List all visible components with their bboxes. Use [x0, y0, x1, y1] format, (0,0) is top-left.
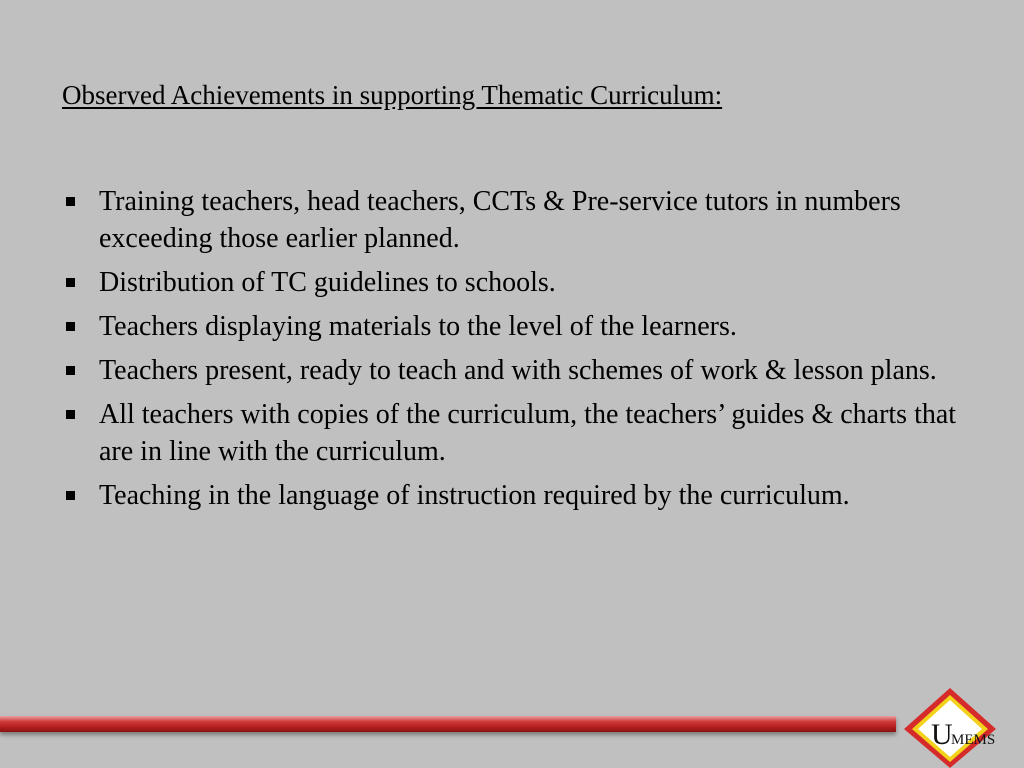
bullet-marker-icon [66, 491, 75, 500]
bullet-text: Teaching in the language of instruction required by the curriculum. [99, 480, 850, 511]
bullet-text: All teachers with copies of the curriculum, the teachers’ guides & charts that are in line with the curriculum. [99, 399, 957, 467]
bullet-marker-icon [66, 278, 75, 287]
bullet-text: Distribution of TC guidelines to schools. [99, 267, 556, 298]
bullet-text: Training teachers, head teachers, CCTs & Pre-service tutors in numbers exceeding those earlier planned. [99, 186, 901, 254]
logo-letter-u: U [931, 718, 953, 751]
bullet-marker-icon [66, 197, 75, 206]
bullet-item [62, 477, 972, 514]
bullet-item [62, 396, 972, 470]
bullet-marker-icon [66, 410, 75, 419]
bullet-text: Teachers displaying materials to the level of the learners. [99, 311, 737, 342]
bullet-text: Teachers present, ready to teach and with schemes of work & lesson plans. [99, 355, 937, 386]
bullet-item [62, 308, 972, 345]
bullet-item [62, 183, 972, 257]
footer-bar [0, 716, 896, 732]
logo-letters-mems: MEMS [951, 732, 996, 748]
bullet-list [62, 183, 972, 521]
slide-title: Observed Achievements in supporting Thematic Curriculum: [62, 80, 723, 110]
bullet-marker-icon [66, 366, 75, 375]
bullet-item [62, 352, 972, 389]
bullet-marker-icon [66, 322, 75, 331]
bullet-item [62, 264, 972, 301]
umems-logo [904, 686, 1000, 768]
